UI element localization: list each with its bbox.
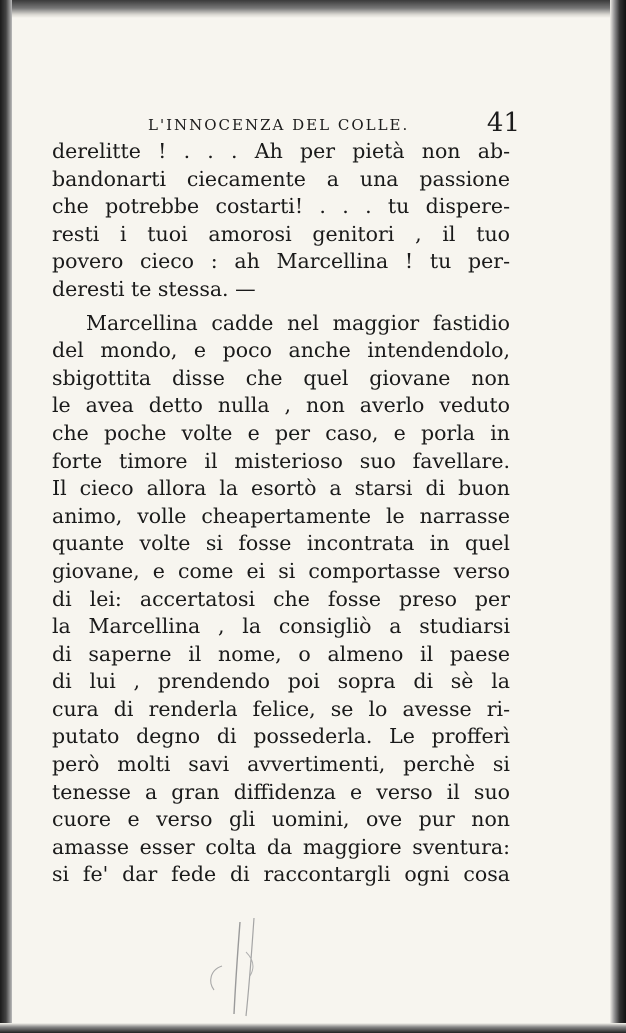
text-line: Marcellina cadde nel maggior fastidio [86, 310, 510, 335]
page-number: 41 [486, 108, 520, 138]
scan-edge-top [0, 0, 626, 18]
scan-edge-left [0, 0, 12, 1033]
text-line: si fe' dar fede di raccontargli ogni cosa [52, 862, 510, 887]
scan-edge-right [610, 0, 626, 1033]
scan-edge-bottom [0, 1023, 626, 1033]
text-line: cuore e verso gli uomini, ove pur non [52, 807, 510, 832]
text-line: giovane, e come ei si comportasse verso [52, 558, 510, 583]
text-line: bandonarti ciecamente a una passione [52, 166, 510, 191]
text-line: che poche volte e per caso, e porla in [52, 420, 510, 445]
text-line: però molti savi avvertimenti, perchè si [52, 752, 510, 777]
text-line: sbigottita disse che quel giovane non [52, 365, 510, 390]
text-line: Il cieco allora la esortò a starsi di buon [52, 476, 510, 501]
running-title: L'INNOCENZA DEL COLLE. [148, 116, 410, 134]
text-line: la Marcellina , la consigliò a studiarsi [52, 614, 510, 639]
text-line: forte timore il misterioso suo favellare. [52, 448, 510, 473]
text-line: povero cieco : ah Marcellina ! tu per- [52, 249, 510, 274]
text-line: di lei: accertatosi che fosse preso per [52, 586, 510, 611]
text-line: di saperne il nome, o almeno il paese [52, 641, 510, 666]
pencil-scribble-mark [200, 918, 270, 1018]
body-text [52, 138, 510, 889]
text-line: cura di renderla felice, se lo avesse ri- [52, 696, 510, 721]
text-line: tenesse a gran diffidenza e verso il suo [52, 779, 510, 804]
text-line: putato degno di possederla. Le profferì [52, 724, 510, 749]
text-line: le avea detto nulla , non averlo veduto [52, 393, 510, 418]
text-line: deresti te stessa. — [52, 276, 256, 301]
text-line: animo, volle cheapertamente le narrasse [52, 503, 510, 528]
text-line: del mondo, e poco anche intendendolo, [52, 338, 510, 363]
running-head [90, 108, 520, 140]
text-line: che potrebbe costarti! . . . tu dispere- [52, 194, 510, 219]
text-line: quante volte si fosse incontrata in quel [52, 531, 510, 556]
text-line: derelitte ! . . . Ah per pietà non ab- [52, 139, 510, 163]
text-line: resti i tuoi amorosi genitori , il tuo [52, 221, 510, 246]
text-line: di lui , prendendo poi sopra di sè la [52, 669, 510, 694]
text-line: amasse esser colta da maggiore sventura: [52, 834, 510, 859]
